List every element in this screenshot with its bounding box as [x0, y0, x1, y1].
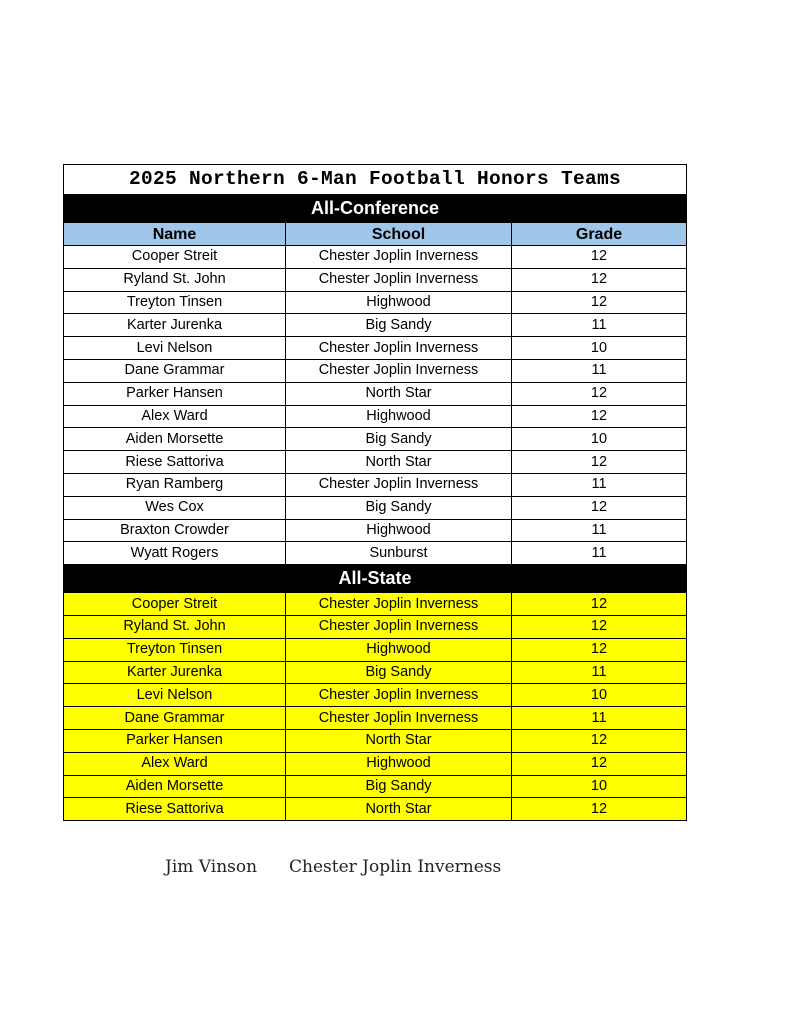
school-cell: North Star: [286, 451, 512, 474]
grade-cell: 12: [512, 451, 687, 474]
table-row: [64, 752, 687, 775]
school-cell: Big Sandy: [286, 314, 512, 337]
table-row: [64, 684, 687, 707]
player-name-cell: Levi Nelson: [64, 684, 286, 707]
table-row: [64, 246, 687, 269]
school-cell: Chester Joplin Inverness: [286, 593, 512, 616]
table-row: [64, 519, 687, 542]
grade-cell: 10: [512, 684, 687, 707]
table-row: [64, 337, 687, 360]
player-name-cell: Parker Hansen: [64, 382, 286, 405]
school-cell: North Star: [286, 729, 512, 752]
player-name-cell: Aiden Morsette: [64, 775, 286, 798]
school-cell: Chester Joplin Inverness: [286, 473, 512, 496]
player-name-cell: Ryan Ramberg: [64, 473, 286, 496]
player-name-cell: Dane Grammar: [64, 359, 286, 382]
column-header-row: [64, 223, 687, 246]
grade-cell: 12: [512, 729, 687, 752]
player-name-cell: Wyatt Rogers: [64, 542, 286, 565]
school-cell: Highwood: [286, 519, 512, 542]
section-title: All-State: [64, 565, 687, 593]
grade-cell: 12: [512, 615, 687, 638]
honors-table: [63, 164, 687, 821]
school-cell: Chester Joplin Inverness: [286, 268, 512, 291]
school-cell: Chester Joplin Inverness: [286, 615, 512, 638]
table-row: [64, 707, 687, 730]
grade-cell: 12: [512, 638, 687, 661]
grade-cell: 11: [512, 707, 687, 730]
grade-cell: 12: [512, 405, 687, 428]
player-name-cell: Riese Sattoriva: [64, 451, 286, 474]
table-row: [64, 542, 687, 565]
table-row: [64, 729, 687, 752]
grade-cell: 10: [512, 428, 687, 451]
school-cell: Sunburst: [286, 542, 512, 565]
table-row: [64, 661, 687, 684]
table-row: [64, 314, 687, 337]
school-cell: Big Sandy: [286, 661, 512, 684]
table-row: [64, 473, 687, 496]
school-cell: Big Sandy: [286, 496, 512, 519]
player-name-cell: Karter Jurenka: [64, 314, 286, 337]
table-row: [64, 593, 687, 616]
player-name-cell: Ryland St. John: [64, 268, 286, 291]
grade-cell: 12: [512, 246, 687, 269]
school-cell: North Star: [286, 798, 512, 821]
section-title: All-Conference: [64, 195, 687, 223]
player-name-cell: Treyton Tinsen: [64, 291, 286, 314]
section-header-all-state: [64, 565, 687, 593]
school-cell: Chester Joplin Inverness: [286, 359, 512, 382]
grade-cell: 11: [512, 359, 687, 382]
grade-cell: 12: [512, 268, 687, 291]
school-cell: Chester Joplin Inverness: [286, 684, 512, 707]
table-row: [64, 798, 687, 821]
table-row: [64, 496, 687, 519]
player-name-cell: Cooper Streit: [64, 593, 286, 616]
school-cell: Chester Joplin Inverness: [286, 246, 512, 269]
grade-cell: 12: [512, 593, 687, 616]
section-header-all-conference: [64, 195, 687, 223]
table-row: [64, 359, 687, 382]
column-header-name: Name: [64, 223, 286, 246]
table-row: [64, 451, 687, 474]
player-name-cell: Braxton Crowder: [64, 519, 286, 542]
player-name-cell: Aiden Morsette: [64, 428, 286, 451]
player-name-cell: Riese Sattoriva: [64, 798, 286, 821]
grade-cell: 10: [512, 337, 687, 360]
table-row: [64, 405, 687, 428]
school-cell: Highwood: [286, 638, 512, 661]
school-cell: Chester Joplin Inverness: [286, 337, 512, 360]
grade-cell: 11: [512, 519, 687, 542]
player-name-cell: Treyton Tinsen: [64, 638, 286, 661]
column-header-school: School: [286, 223, 512, 246]
grade-cell: 12: [512, 382, 687, 405]
school-cell: Highwood: [286, 291, 512, 314]
school-cell: North Star: [286, 382, 512, 405]
table-row: [64, 615, 687, 638]
title-row: [64, 165, 687, 195]
grade-cell: 12: [512, 496, 687, 519]
grade-cell: 10: [512, 775, 687, 798]
player-name-cell: Alex Ward: [64, 752, 286, 775]
table-row: [64, 775, 687, 798]
page-title: 2025 Northern 6-Man Football Honors Teams: [64, 165, 687, 195]
grade-cell: 12: [512, 798, 687, 821]
player-name-cell: Karter Jurenka: [64, 661, 286, 684]
table-row: [64, 291, 687, 314]
table-row: [64, 268, 687, 291]
player-name-cell: Ryland St. John: [64, 615, 286, 638]
column-header-grade: Grade: [512, 223, 687, 246]
player-name-cell: Wes Cox: [64, 496, 286, 519]
grade-cell: 12: [512, 752, 687, 775]
player-name-cell: Levi Nelson: [64, 337, 286, 360]
player-name-cell: Alex Ward: [64, 405, 286, 428]
grade-cell: 11: [512, 314, 687, 337]
grade-cell: 11: [512, 542, 687, 565]
player-name-cell: Dane Grammar: [64, 707, 286, 730]
school-cell: Highwood: [286, 405, 512, 428]
player-name-cell: Parker Hansen: [64, 729, 286, 752]
table-row: [64, 638, 687, 661]
school-cell: Big Sandy: [286, 428, 512, 451]
table-row: [64, 428, 687, 451]
school-cell: Chester Joplin Inverness: [286, 707, 512, 730]
grade-cell: 11: [512, 661, 687, 684]
grade-cell: 12: [512, 291, 687, 314]
footer-school: Chester Joplin Inverness: [289, 857, 502, 877]
school-cell: Highwood: [286, 752, 512, 775]
table-row: [64, 382, 687, 405]
grade-cell: 11: [512, 473, 687, 496]
player-name-cell: Cooper Streit: [64, 246, 286, 269]
footer-name: Jim Vinson: [165, 857, 258, 877]
school-cell: Big Sandy: [286, 775, 512, 798]
